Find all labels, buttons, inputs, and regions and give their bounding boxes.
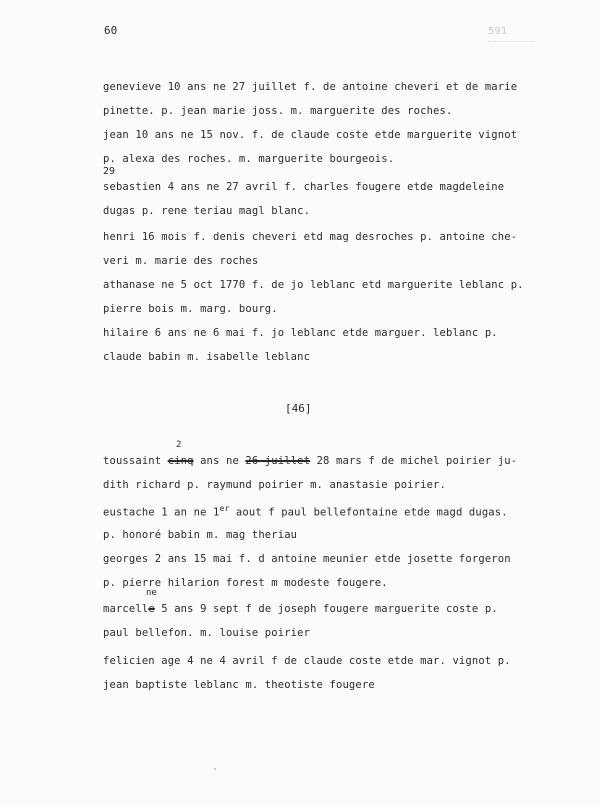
struck-text: cinq <box>167 455 194 467</box>
entry-line: marcelle 5 ans 9 sept f de joseph fougere marguerite coste p. <box>103 603 498 615</box>
entry-line: toussaint cinq ans ne 26 juillet 28 mars f de michel poirier ju- <box>103 455 518 467</box>
entry-line: genevieve 10 ans ne 27 juillet f. de antoine cheveri et de marie <box>103 81 518 93</box>
entry-line: claude babin m. isabelle leblanc <box>103 351 311 363</box>
marginal-number: 29 <box>103 166 116 177</box>
entry-line: dugas p. rene teriau magl blanc. <box>103 205 311 217</box>
entry-line: georges 2 ans 15 mai f. d antoine meunier etde josette forgeron <box>103 553 511 565</box>
entry-line: p. honoré babin m. mag theriau <box>103 529 298 541</box>
entry-line: veri m. marie des roches <box>103 255 259 267</box>
struck-text: e <box>148 603 155 615</box>
interlinear-correction: 2 <box>176 440 182 450</box>
archive-stamp: 591 <box>488 26 534 42</box>
entry-line: dith richard p. raymund poirier m. anastasie poirier. <box>103 479 446 491</box>
section-label: [46] <box>285 402 312 415</box>
superscript: er <box>219 504 230 513</box>
entry-line: sebastien 4 ans ne 27 avril f. charles fougere etde magdeleine <box>103 181 505 193</box>
entry-line: pierre bois m. marg. bourg. <box>103 303 278 315</box>
entry-line: paul bellefon. m. louise poirier <box>103 627 311 639</box>
entry-line: hilaire 6 ans ne 6 mai f. jo leblanc etde marguer. leblanc p. <box>103 327 498 339</box>
entry-line: eustache 1 an ne 1er aout f paul bellefontaine etde magd dugas. <box>103 504 508 519</box>
struck-text: 26 juillet <box>245 455 311 467</box>
interlinear-correction: ne <box>146 588 157 598</box>
entry-line: pinette. p. jean marie joss. m. marguerite des roches. <box>103 105 453 117</box>
entry-line: jean 10 ans ne 15 nov. f. de claude coste etde marguerite vignot <box>103 129 518 141</box>
entry-line: athanase ne 5 oct 1770 f. de jo leblanc etd marguerite leblanc p. <box>103 279 524 291</box>
entry-line: henri 16 mois f. denis cheveri etd mag desroches p. antoine che- <box>103 231 518 243</box>
entry-line: p. pierre hilarion forest m modeste fougere. <box>103 577 388 589</box>
page-number: 60 <box>104 24 118 37</box>
entry-line: jean baptiste leblanc m. theotiste fougere <box>103 679 375 691</box>
entry-line: p. alexa des roches. m. marguerite bourgeois. <box>103 153 395 165</box>
paper-speck <box>214 768 216 770</box>
entry-line: felicien age 4 ne 4 avril f de claude coste etde mar. vignot p. <box>103 655 511 667</box>
